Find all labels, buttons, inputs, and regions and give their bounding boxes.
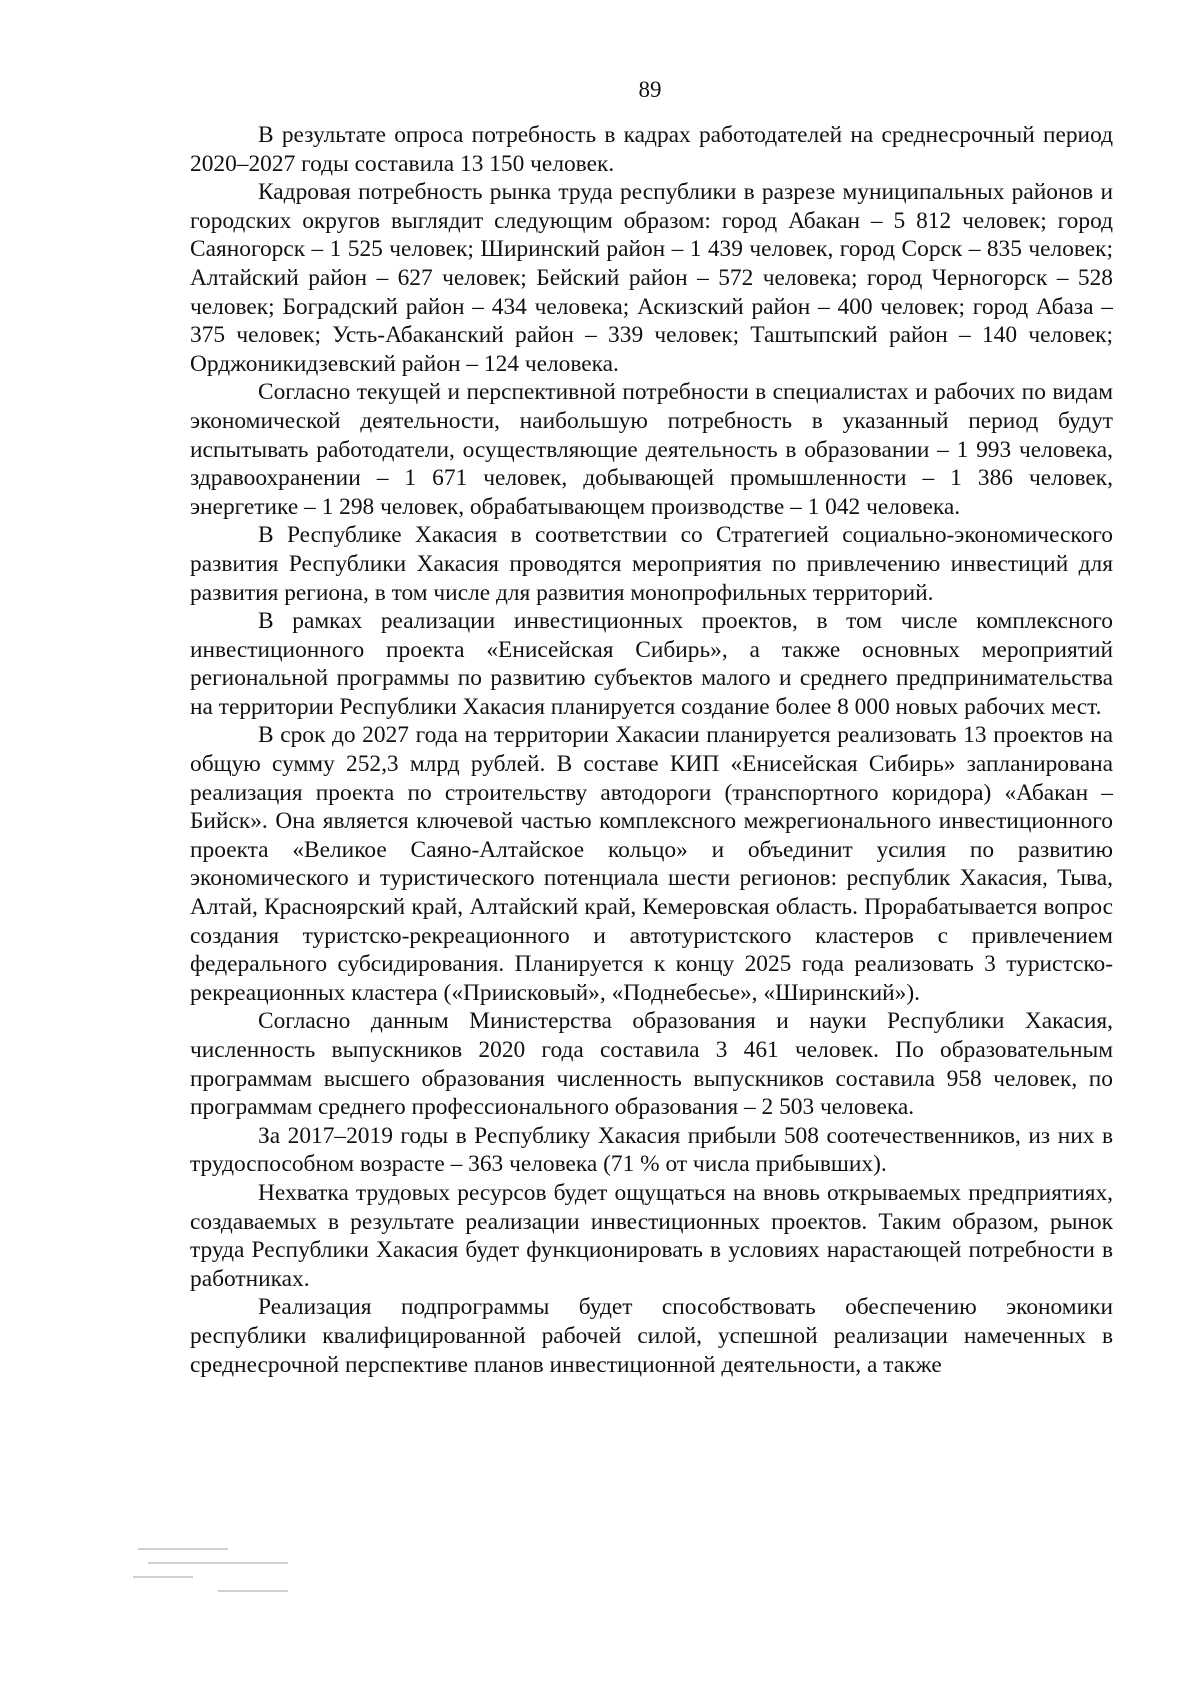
paragraph-8: За 2017–2019 годы в Республику Хакасия прибыли 508 соотечественников, из них в трудоспособном возрасте – 363 человека (71 % от числа прибывших). (190, 1122, 1113, 1178)
paragraph-1: В результате опроса потребность в кадрах работодателей на среднесрочный период 2020–2027 годы составила 13 150 человек. (190, 122, 1113, 177)
paragraph-2: Кадровая потребность рынка труда республики в разрезе муниципальных районов и городских округов выглядит следующим образом: город Абакан – 5 812 человек; город Саяногорск – 1 525 человек; Ширинский район – 1 439 человек, город Сорск – 835 человек; Алтайский район – 627 человек; Бейский район – 572 человека; город Черногорск – 528 человек; Боградский район – 434 человека; Аскизский район – 400 человек; город Абаза – 375 человек; Усть-Абаканский район – 339 человек; Таштыпский район – 140 человек; Орджоникидзевский район – 124 человека. (190, 179, 1113, 377)
paragraph-4: В Республике Хакасия в соответствии со Стратегией социально-экономического развития Республики Хакасия проводятся мероприятия по привлечению инвестиций для развития региона, в том числе для развития монопрофильных территорий. (190, 522, 1113, 606)
page-number: 89 (638, 77, 662, 102)
paragraph-5: В рамках реализации инвестиционных проектов, в том числе комплексного инвестиционного проекта «Енисейская Сибирь», а также основных мероприятий региональной программы по развитию субъектов малого и среднего предпринимательства на территории Республики Хакасия планируется создание более 8 000 новых рабочих мест. (190, 608, 1113, 720)
paragraph-3: Согласно текущей и перспективной потребности в специалистах и рабочих по видам экономической деятельности, наибольшую потребность в указанный период будут испытывать работодатели, осуществляющие деятельность в образовании – 1 993 человека, здравоохранении – 1 671 человек, добывающей промышленности – 1 386 человек, энергетике – 1 298 человек, обрабатывающем производстве – 1 042 человека. (190, 379, 1113, 520)
paragraph-10: Реализация подпрограммы будет способствовать обеспечению экономики республики квалифицированной рабочей силой, успешной реализации намеченных в среднесрочной перспективе планов инвестиционной деятельности, а также (190, 1294, 1113, 1378)
paragraph-7: Согласно данным Министерства образования и науки Республики Хакасия, численность выпускников 2020 года составила 3 461 человек. По образовательным программам высшего образования численность выпускников составила 958 человек, по программам среднего профессионального образования – 2 503 человека. (190, 1008, 1113, 1121)
scan-artifact (128, 1540, 328, 1620)
document-body (190, 121, 1113, 1379)
paragraph-6: В срок до 2027 года на территории Хакасии планируется реализовать 13 проектов на общую сумму 252,3 млрд рублей. В составе КИП «Енисейская Сибирь» запланирована реализация проекта по строительству автодороги (транспортного коридора) «Абакан – Бийск». Она является ключевой частью комплексного межрегионального инвестиционного проекта «Великое Саяно-Алтайское кольцо» и объединит усилия по развитию экономического и туристического потенциала шести регионов: республик Хакасия, Тыва, Алтай, Красноярский край, Алтайский край, Кемеровская область. Прорабатывается вопрос создания туристско-рекреационного и автотуристского кластеров с привлечением федерального субсидирования. Планируется к концу 2025 года реализовать 3 туристско-рекреационных кластера («Приисковый», «Поднебесье», «Ширинский»). (190, 722, 1113, 1006)
paragraph-9: Нехватка трудовых ресурсов будет ощущаться на вновь открываемых предприятиях, создаваемых в результате реализации инвестиционных проектов. Таким образом, рынок труда Республики Хакасия будет функционировать в условиях нарастающей потребности в работниках. (190, 1179, 1113, 1292)
